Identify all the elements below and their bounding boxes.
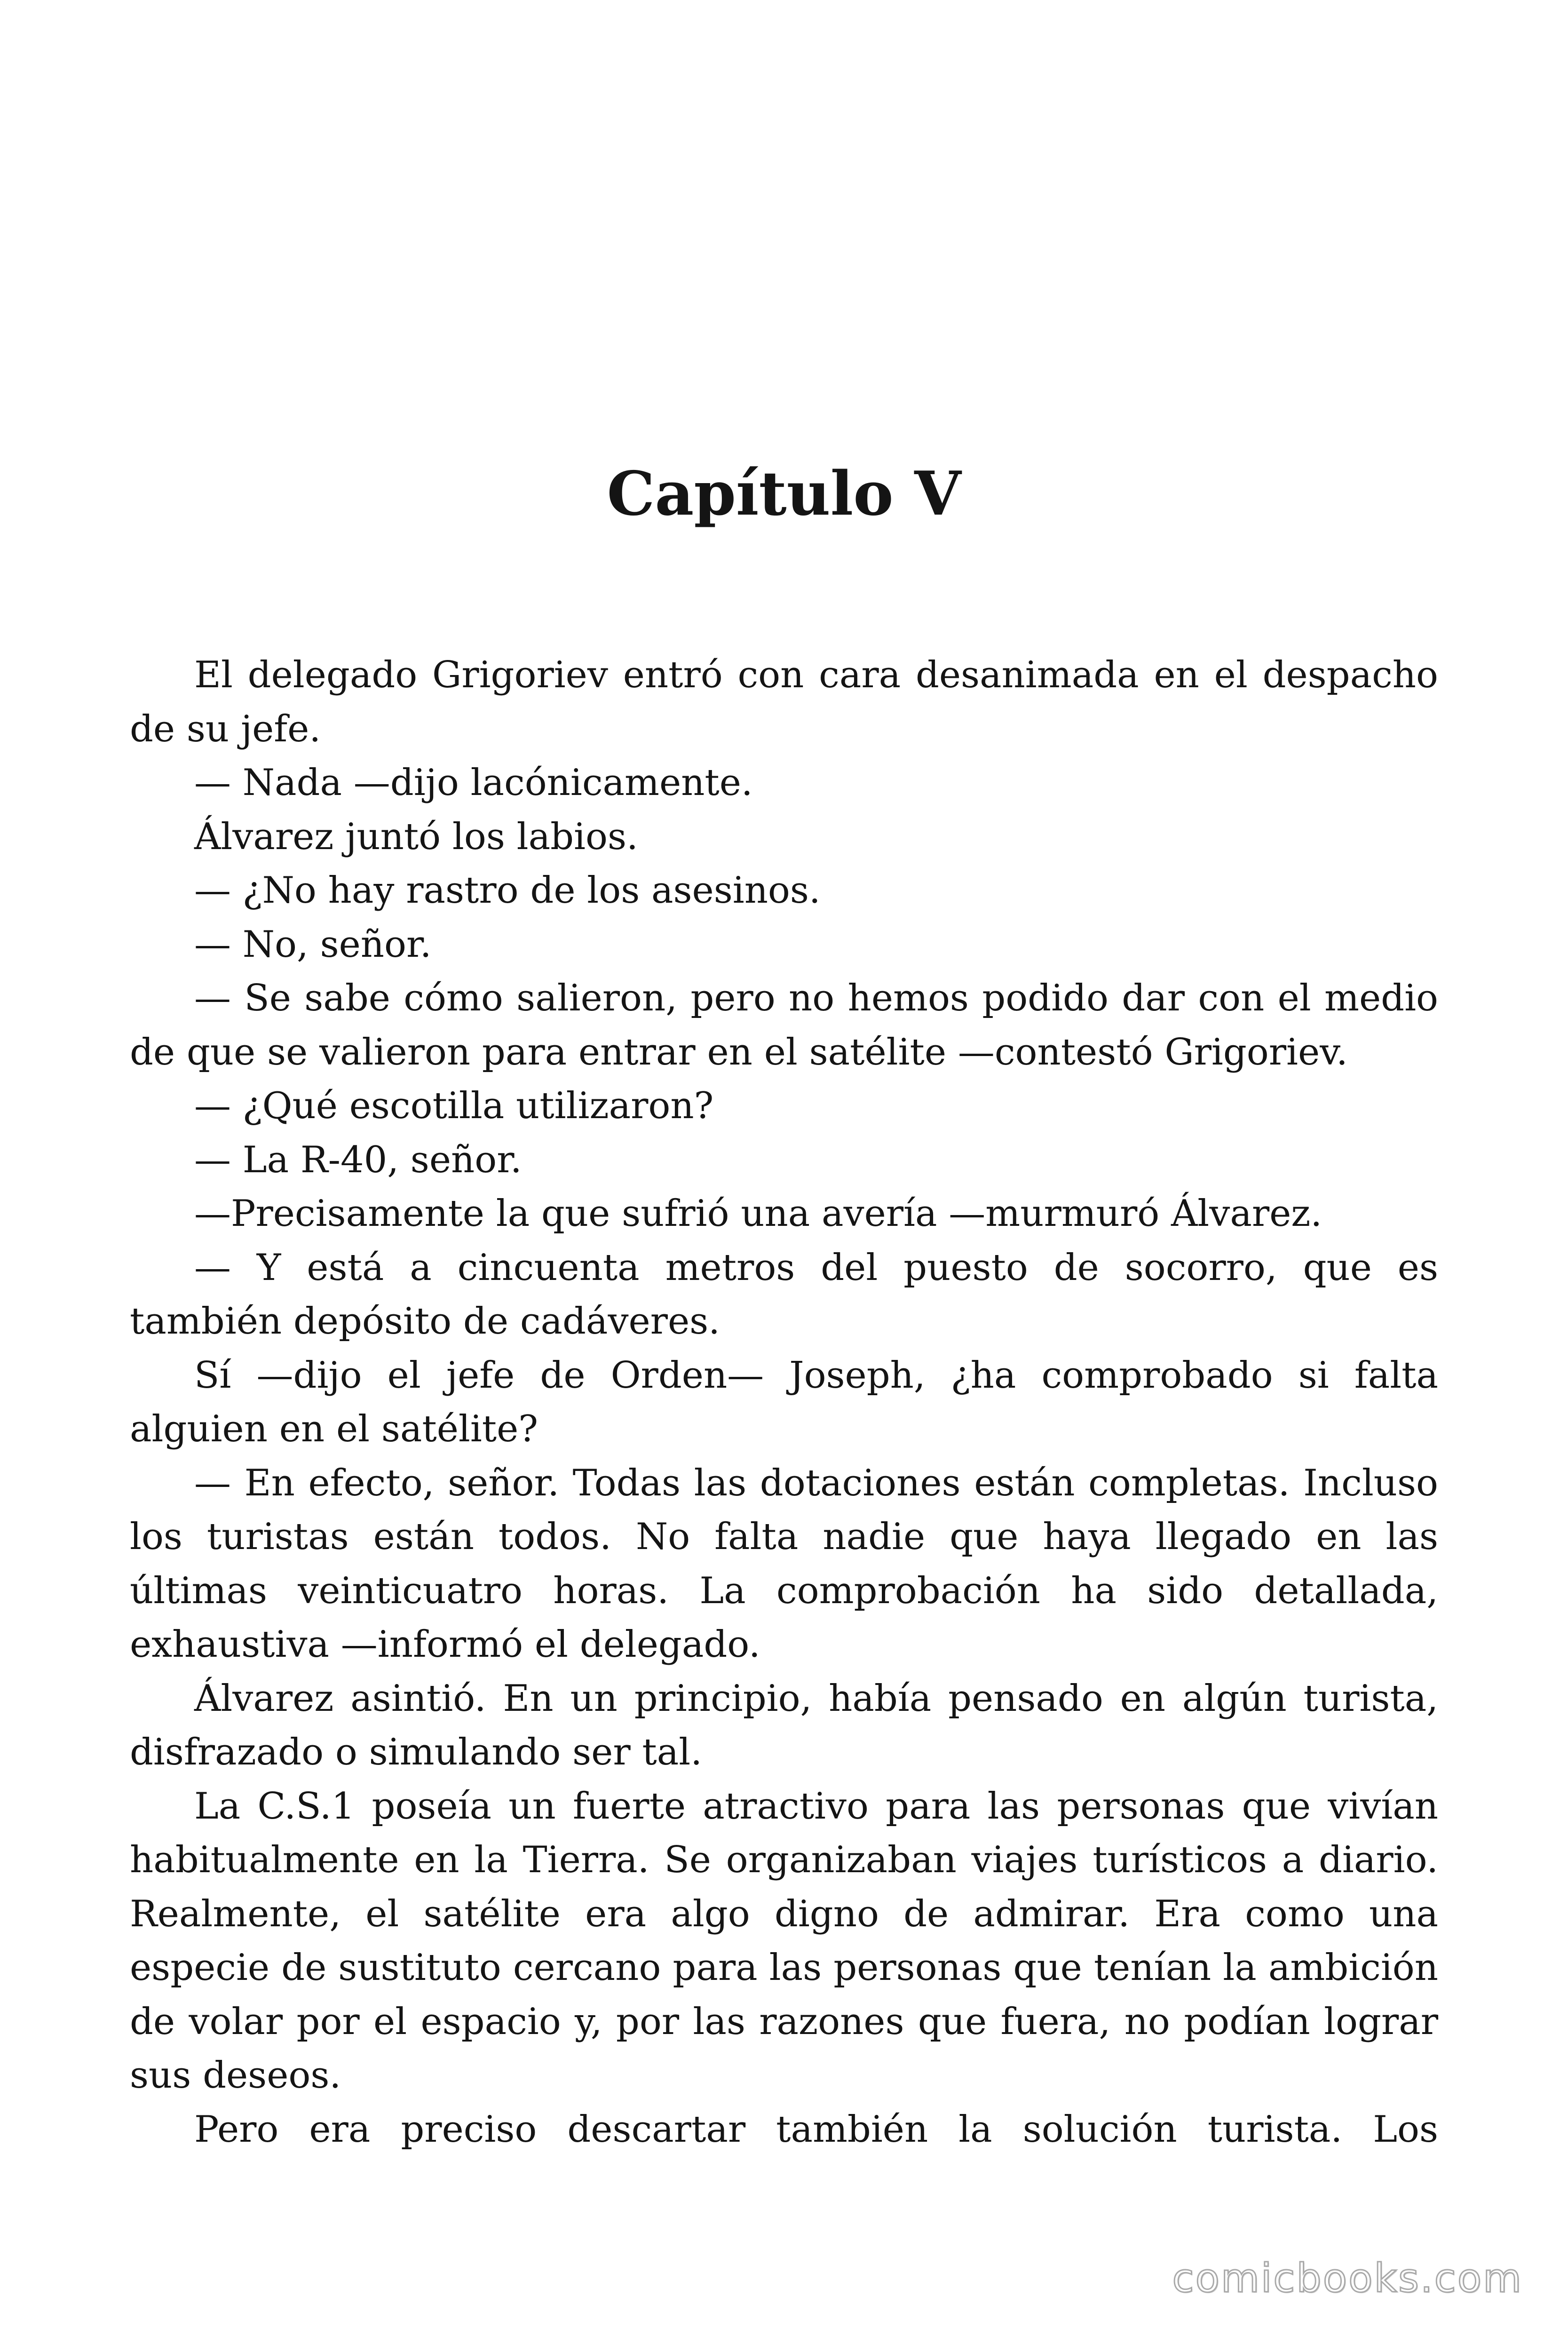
paragraph: — ¿No hay rastro de los asesinos. — [194, 869, 821, 912]
paragraph: — ¿Qué escotilla utilizaron? — [194, 1085, 714, 1127]
chapter-body — [130, 648, 1438, 2156]
paragraph: Álvarez juntó los labios. — [194, 815, 638, 858]
chapter-title: Capítulo V — [607, 459, 961, 529]
paragraph: — Se sabe cómo salieron, pero no hemos podido dar con el medio de que se valieron para entrar en el satélite —contestó Grigoriev. — [130, 977, 1438, 1073]
paragraph: — Nada —dijo lacónicamente. — [194, 762, 753, 804]
paragraph: Sí —dijo el jefe de Orden— Joseph, ¿ha comprobado si falta alguien en el satélite? — [130, 1354, 1438, 1450]
paragraph: Pero era preciso descartar también la solución turista. Los — [194, 2108, 1438, 2151]
watermark: comicbooks.com — [1172, 2255, 1523, 2301]
paragraph: El delegado Grigoriev entró con cara desanimada en el despacho de su jefe. — [130, 654, 1438, 750]
paragraph: Álvarez asintió. En un principio, había pensado en algún turista, disfrazado o simulando ser tal. — [130, 1677, 1438, 1773]
paragraph: —Precisamente la que sufrió una avería —murmuró Álvarez. — [194, 1192, 1323, 1235]
paragraph: — No, señor. — [194, 923, 432, 966]
paragraph: La C.S.1 poseía un fuerte atractivo para las personas que vivían habitualmente en la Tierra. Se organizaban viajes turísticos a diario. Realmente, el satélite era algo digno de admirar. Era como una especie de sustituto cercano para las personas que tenían la ambición de volar por el espacio y, por las razones que fuera, no podían lograr sus deseos. — [130, 1785, 1438, 2097]
paragraph: — La R-40, señor. — [194, 1138, 522, 1181]
paragraph: — Y está a cincuenta metros del puesto de socorro, que es también depósito de cadáveres. — [130, 1246, 1438, 1343]
paragraph: — En efecto, señor. Todas las dotaciones están completas. Incluso los turistas están todos. No falta nadie que haya llegado en las últimas veinticuatro horas. La comprobación ha sido detallada, exhaustiva —informó el delegado. — [130, 1462, 1438, 1666]
